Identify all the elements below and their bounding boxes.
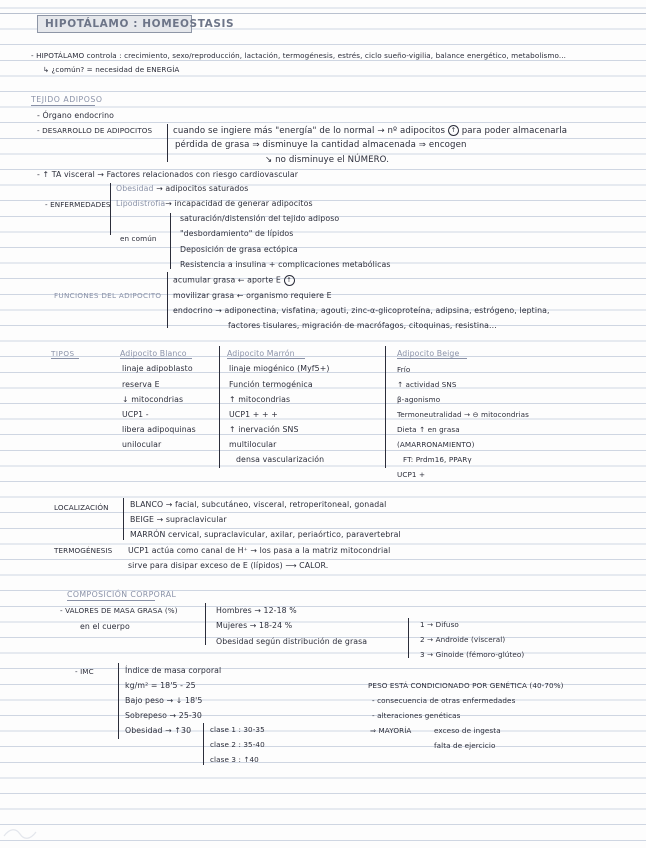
peso-item: - consecuencia de otras enfermedades	[372, 696, 516, 705]
intro-line-2: ↳ ¿común? = necesidad de ENERGÍA	[43, 65, 180, 74]
obesidad-clase: clase 2 : 35-40	[210, 740, 265, 749]
imc-item: Obesidad → ↑30	[125, 726, 192, 735]
blanco-item: linaje adipoblasto	[122, 364, 193, 373]
termogenesis-line-1: UCP1 actúa como canal de H⁺ → los pasa a la matriz mitocondrial	[128, 546, 391, 555]
obesidad-clase: clase 3 : ↑40	[210, 755, 259, 764]
distribucion-item: 2 → Androide (visceral)	[420, 635, 506, 644]
beige-item: β-agonismo	[397, 395, 441, 404]
comun-item-4: Resistencia a insulina + complicaciones metabólicas	[180, 260, 391, 269]
brace	[205, 603, 206, 645]
beige-heading: Adipocito Beige	[397, 349, 460, 358]
brace	[167, 124, 168, 162]
visceral-line: - ↑ TA visceral → Factores relacionados con riesgo cardiovascular	[37, 170, 299, 179]
funcion-1: acumular grasa ← aporte E ↑	[173, 275, 295, 286]
marron-item: multilocular	[229, 440, 277, 449]
marron-item: UCP1 + + +	[229, 410, 278, 419]
desarrollo-label: - DESARROLLO DE ADIPOCITOS	[37, 126, 153, 135]
desarrollo-line-2: pérdida de grasa ⇒ disminuye la cantidad almacenada ⇒ encogen	[175, 140, 467, 150]
faint-signature-mark	[0, 820, 60, 844]
column-divider	[385, 346, 386, 468]
page-title: HIPOTÁLAMO : HOMEOSTASIS	[45, 18, 235, 30]
localizacion-blanco: BLANCO → facial, subcutáneo, visceral, retroperitoneal, gonadal	[130, 500, 387, 509]
en-comun-label: en común	[120, 234, 157, 243]
up-arrow-icon: ↑	[448, 125, 459, 136]
marron-item: Función termogénica	[229, 380, 313, 389]
blanco-item: UCP1 -	[122, 410, 149, 419]
localizacion-label: LOCALIZACIÓN	[54, 503, 109, 512]
comun-item-2: "desbordamiento" de lípidos	[180, 229, 294, 238]
blanco-item: reserva E	[122, 380, 160, 389]
beige-item: Termoneutralidad → ⊖ mitocondrias	[397, 410, 530, 419]
blanco-item: libera adipoquinas	[122, 425, 196, 434]
beige-item: FT: Prdm16, PPARγ	[403, 455, 472, 464]
beige-item: Frío	[397, 365, 411, 374]
localizacion-marron: MARRÓN cervical, supraclavicular, axilar, periaórtico, paravertebral	[130, 530, 401, 539]
hombres-value: Hombres → 12-18 %	[216, 606, 297, 615]
funcion-3: endocrino → adiponectina, visfatina, agouti, zinc-α-glicoproteína, adipsina, estrógeno, leptina,	[173, 306, 550, 315]
up-arrow-icon: ↑	[284, 275, 295, 286]
imc-label: - IMC	[75, 667, 94, 676]
heading-underline	[227, 358, 305, 359]
heading-underline	[397, 358, 467, 359]
heading-underline	[31, 105, 95, 106]
enfermedades-label: - ENFERMEDADES	[45, 200, 111, 209]
brace	[110, 183, 111, 235]
brace	[123, 498, 124, 540]
brace	[170, 213, 171, 269]
desarrollo-line-1: cuando se ingiere más "energía" de lo normal → nº adipocitos ↑ para poder almacenarla	[173, 126, 568, 136]
mujeres-value: Mujeres → 18-24 %	[216, 621, 293, 630]
termogenesis-label: TERMOGÉNESIS	[54, 546, 113, 555]
blanco-item: unilocular	[122, 440, 162, 449]
heading-underline	[120, 358, 192, 359]
obesidad-line: Obesidad → adipocitos saturados	[116, 184, 249, 193]
marron-item: linaje miogénico (Myf5+)	[229, 364, 330, 373]
valores-label-1: - VALORES DE MASA GRASA (%)	[60, 606, 178, 615]
blanco-heading: Adipocito Blanco	[120, 349, 187, 358]
imc-item: Sobrepeso → 25-30	[125, 711, 202, 720]
obesidad-distribucion: Obesidad según distribución de grasa	[216, 637, 368, 646]
heading-underline	[67, 600, 155, 601]
heading-underline	[51, 358, 79, 359]
mayoria-item: falta de ejercicio	[434, 741, 496, 750]
brace	[118, 663, 119, 739]
beige-item: ↑ actividad SNS	[397, 380, 457, 389]
funcion-2: movilizar grasa ← organismo requiere E	[173, 291, 332, 300]
localizacion-beige: BEIGE → supraclavicular	[130, 515, 227, 524]
beige-item: (AMARRONAMIENTO)	[397, 440, 475, 449]
brace	[408, 618, 409, 658]
marron-heading: Adipocito Marrón	[227, 349, 295, 358]
obesidad-clase: clase 1 : 30-35	[210, 725, 265, 734]
beige-item: UCP1 +	[397, 470, 426, 479]
intro-line-1: - HIPOTÁLAMO controla : crecimiento, sexo/reproducción, lactación, termogénesis, estrés, ciclo sueño-vigilia, balance energético, metabolismo...	[31, 51, 566, 60]
distribucion-item: 1 → Difuso	[420, 620, 459, 629]
peso-item: - alteraciones genéticas	[372, 711, 461, 720]
distribucion-item: 3 → Ginoide (fémoro-glúteo)	[420, 650, 525, 659]
marron-item: densa vascularización	[236, 455, 325, 464]
funcion-4: factores tisulares, migración de macrófagos, citoquinas, resistina...	[228, 321, 497, 330]
lipodistrofia-line: Lipodistrofia→ incapacidad de generar adipocitos	[116, 199, 313, 208]
beige-item: Dieta ↑ en grasa	[397, 425, 460, 434]
blanco-item: ↓ mitocondrias	[122, 395, 184, 404]
comun-item-3: Deposición de grasa ectópica	[180, 245, 298, 254]
section-heading-tejido: TEJIDO ADIPOSO	[31, 95, 103, 104]
organo-endocrino: - Órgano endocrino	[37, 111, 115, 120]
mayoria-item: exceso de ingesta	[434, 726, 501, 735]
imc-item: Índice de masa corporal	[125, 666, 222, 675]
comun-item-1: saturación/distensión del tejido adiposo	[180, 214, 340, 223]
brace	[203, 723, 204, 765]
column-divider	[219, 346, 220, 468]
marron-item: ↑ inervación SNS	[229, 425, 299, 434]
imc-item: Bajo peso → ↓ 18'5	[125, 696, 203, 705]
section-heading-composicion: COMPOSICIÓN CORPORAL	[67, 590, 177, 599]
top-rule	[0, 13, 646, 14]
desarrollo-line-3: ↘ no disminuye el NÚMERO.	[265, 155, 390, 165]
mayoria-label: ⇒ MAYORÍA	[370, 726, 412, 735]
termogenesis-line-2: sirve para disipar exceso de E (lípidos) ⟶ CALOR.	[128, 561, 329, 570]
peso-genetica: PESO ESTÁ CONDICIONADO POR GENÉTICA (40-70%)	[368, 681, 564, 690]
valores-label-2: en el cuerpo	[80, 622, 130, 631]
marron-item: ↑ mitocondrias	[229, 395, 291, 404]
tipos-label: TIPOS	[51, 349, 75, 358]
funciones-label: FUNCIONES DEL ADIPOCITO	[54, 291, 162, 300]
imc-item: kg/m² = 18'5 - 25	[125, 681, 196, 690]
brace	[167, 272, 168, 328]
